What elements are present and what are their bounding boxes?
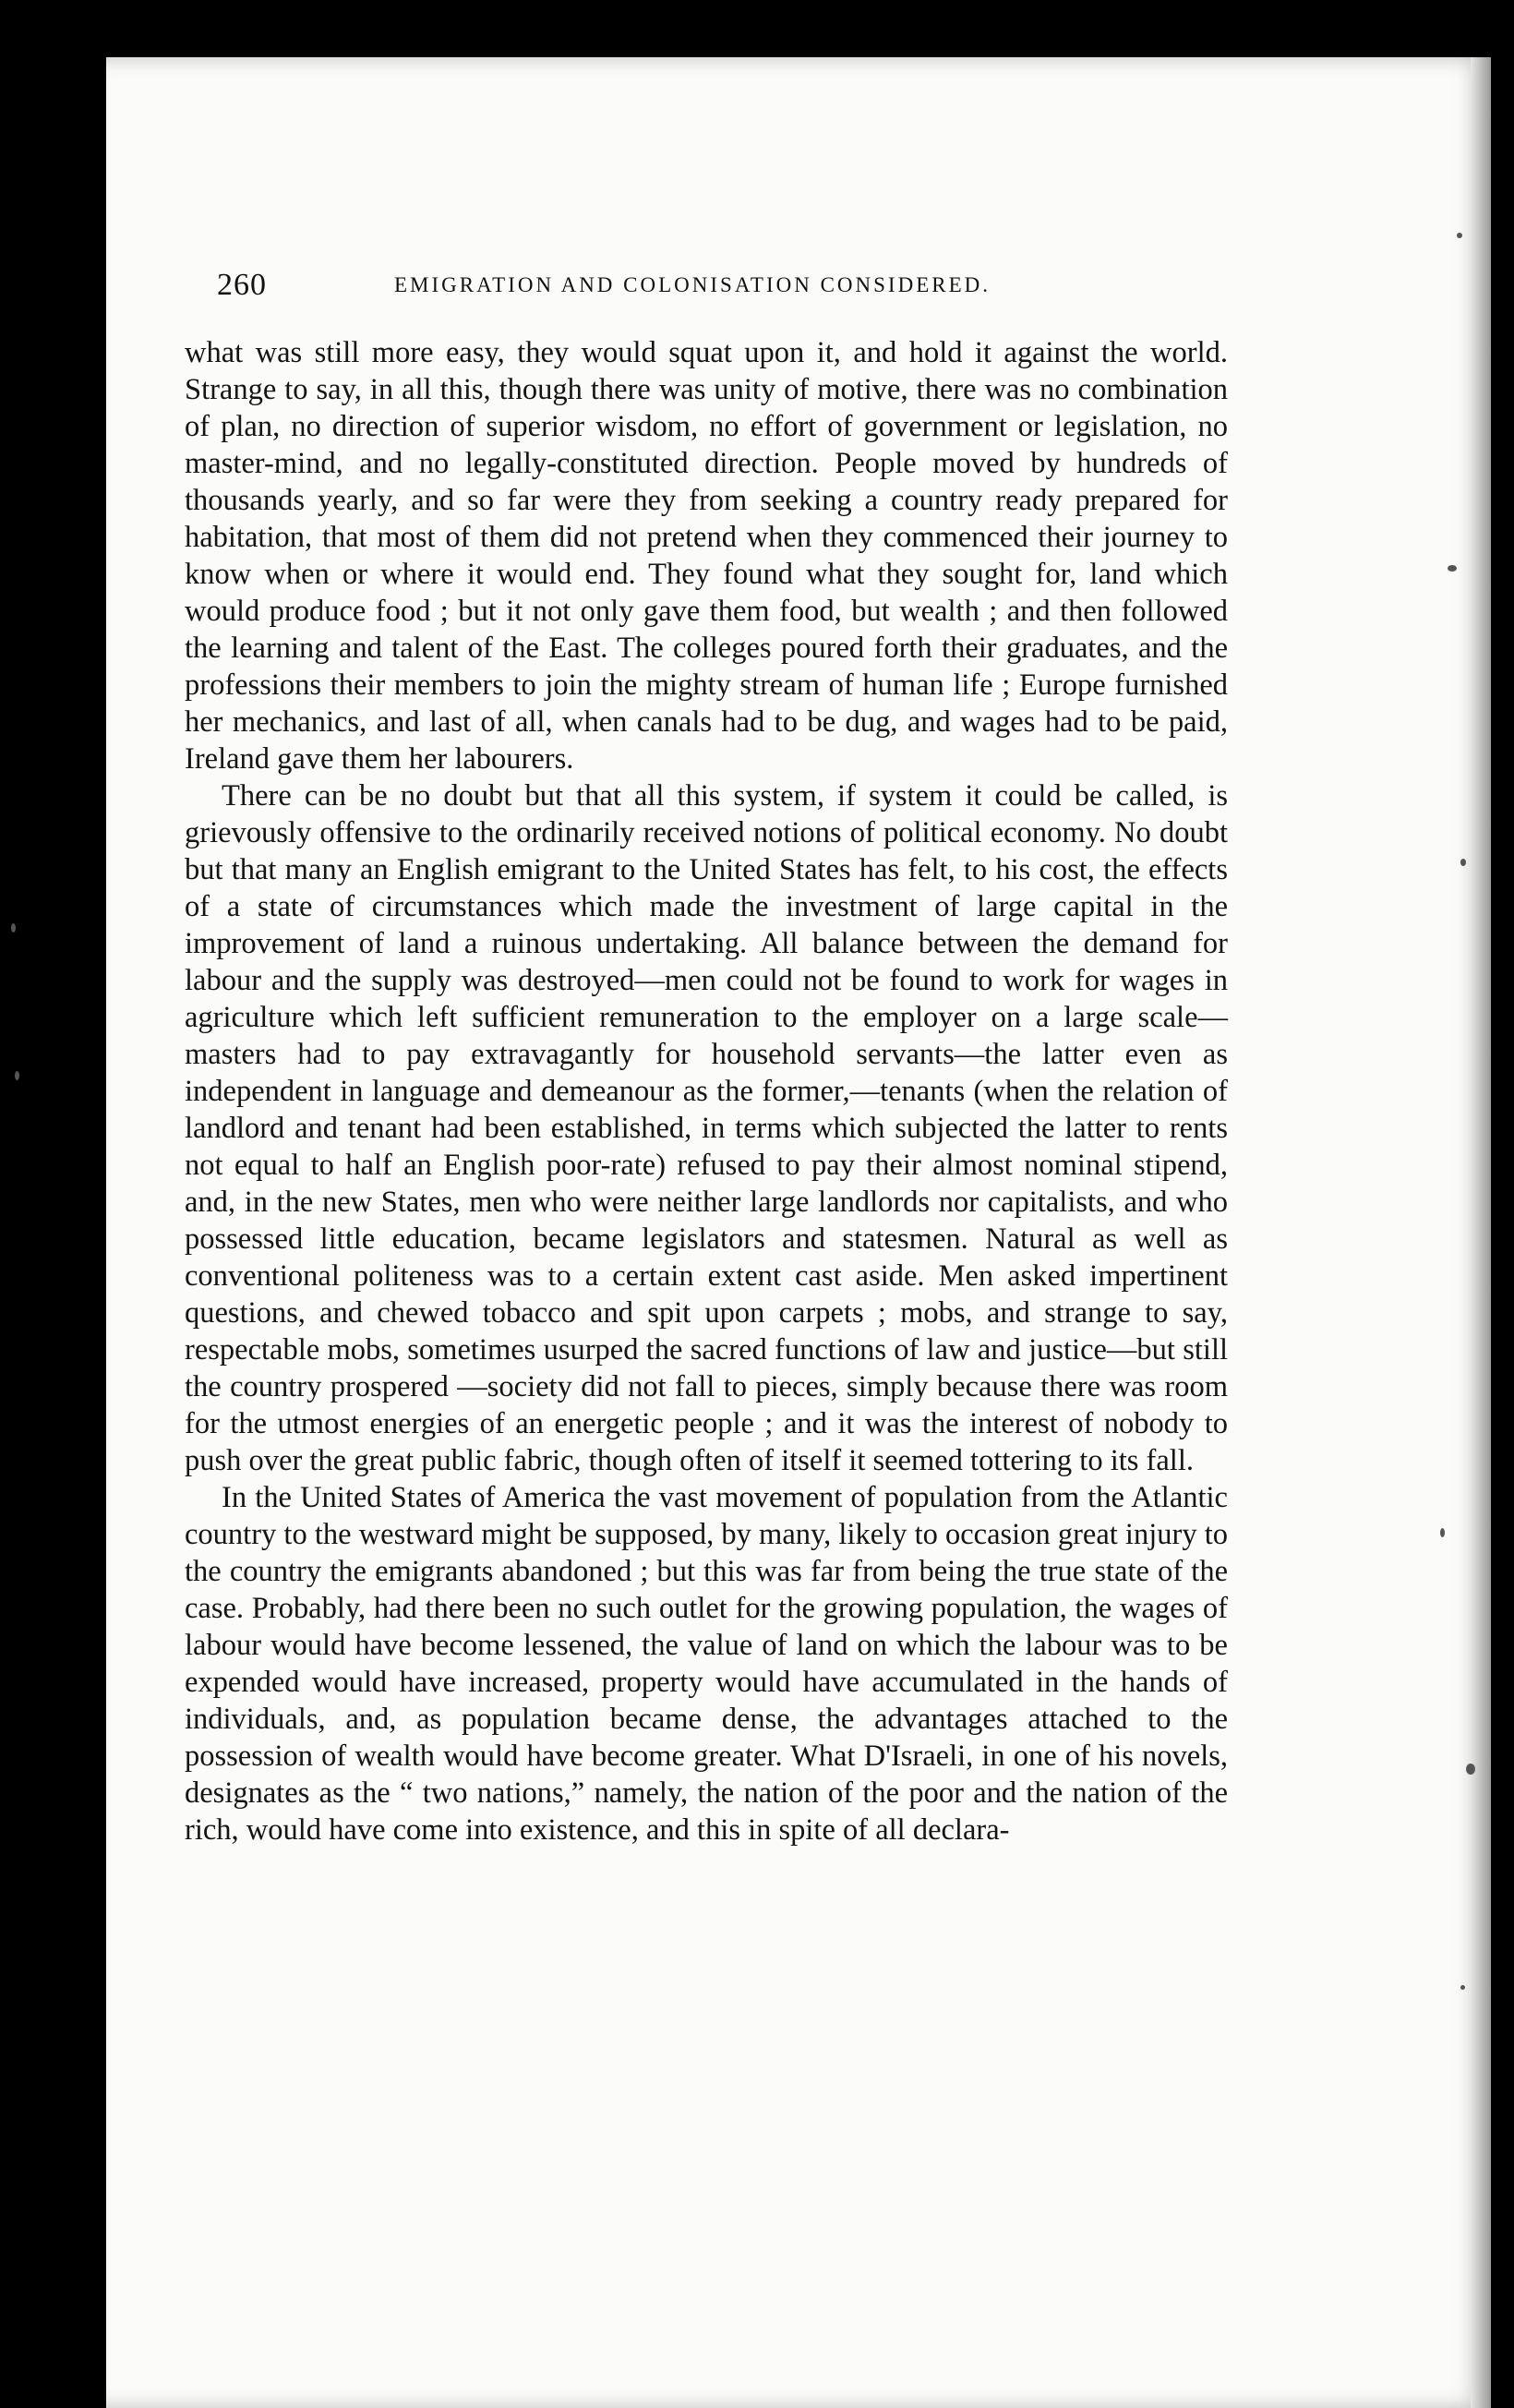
speck (1460, 859, 1466, 866)
speck (1460, 1985, 1465, 1990)
body-text (185, 334, 1228, 1848)
paragraph-1: what was still more easy, they would squat upon it, and hold it against the world. Strange to say, in all this, though there was unity of motive, there was no combination of plan, no direction of superior wisdom, no effort of government or legislation, no master-mind, and no legally-constituted direction. People moved by hundreds of thousands yearly, and so far were they from seeking a country ready prepared for habitation, that most of them did not pretend when they commenced their journey to know when or where it would end. They found what they sought for, land which would produce food ; but it not only gave them food, but wealth ; and then followed the learning and talent of the East. The colleges poured forth their graduates, and the professions their members to join the mighty stream of human life ; Europe furnished her mechanics, and last of all, when canals had to be dug, and wages had to be paid, Ireland gave them her labourers. (185, 336, 1228, 776)
speck (11, 923, 16, 933)
speck (1466, 1764, 1475, 1775)
page-number: 260 (217, 268, 267, 302)
speck (1448, 565, 1457, 572)
speck (1440, 1528, 1445, 1537)
speck (1457, 233, 1462, 238)
paragraph-2: There can be no doubt but that all this system, if system it could be called, is grievously offensive to the ordinarily received notions of political economy. No doubt but that many an English emigrant to the United States has felt, to his cost, the effects of a state of circumstances which made the investment of large capital in the improvement of land a ruinous undertaking. All balance between the demand for labour and the supply was destroyed—men could not be found to work for wages in agriculture which left sufficient remuneration to the employer on a large scale—masters had to pay extravagantly for household servants—the latter even as independent in language and demeanour as the former,—tenants (when the relation of landlord and tenant had been established, in terms which subjected the latter to rents not equal to half an English poor-rate) refused to pay their almost nominal stipend, and, in the new States, men who were neither large landlords nor capitalists, and who possessed little education, became legislators and statesmen. Natural as well as conventional politeness was to a certain extent cast aside. Men asked impertinent questions, and chewed tobacco and spit upon carpets ; mobs, and strange to say, respectable mobs, sometimes usurped the sacred functions of law and justice—but still the country prospered —society did not fall to pieces, simply because there was room for the utmost energies of an energetic people ; and it was the interest of nobody to push over the great public fabric, though often of itself it seemed tottering to its fall. (185, 779, 1228, 1477)
running-head (217, 268, 1306, 308)
paragraph-3: In the United States of America the vast movement of population from the Atlantic country to the westward might be supposed, by many, likely to occasion great injury to the country the emigrants abandoned ; but this was far from being the true state of the case. Probably, had there been no such outlet for the growing population, the wages of labour would have become lessened, the value of land on which the labour was to be expended would have increased, property would have accumulated in the hands of individuals, and, as population became dense, the advantages attached to the possession of wealth would have become greater. What D'Israeli, in one of his novels, designates as the “ two nations,” namely, the nation of the poor and the nation of the rich, would have come into existence, and this in spite of all declara- (185, 1481, 1228, 1847)
speck (15, 1071, 19, 1080)
page-edge-shadow (1471, 57, 1491, 2408)
running-head-title: EMIGRATION AND COLONISATION CONSIDERED. (394, 273, 991, 296)
